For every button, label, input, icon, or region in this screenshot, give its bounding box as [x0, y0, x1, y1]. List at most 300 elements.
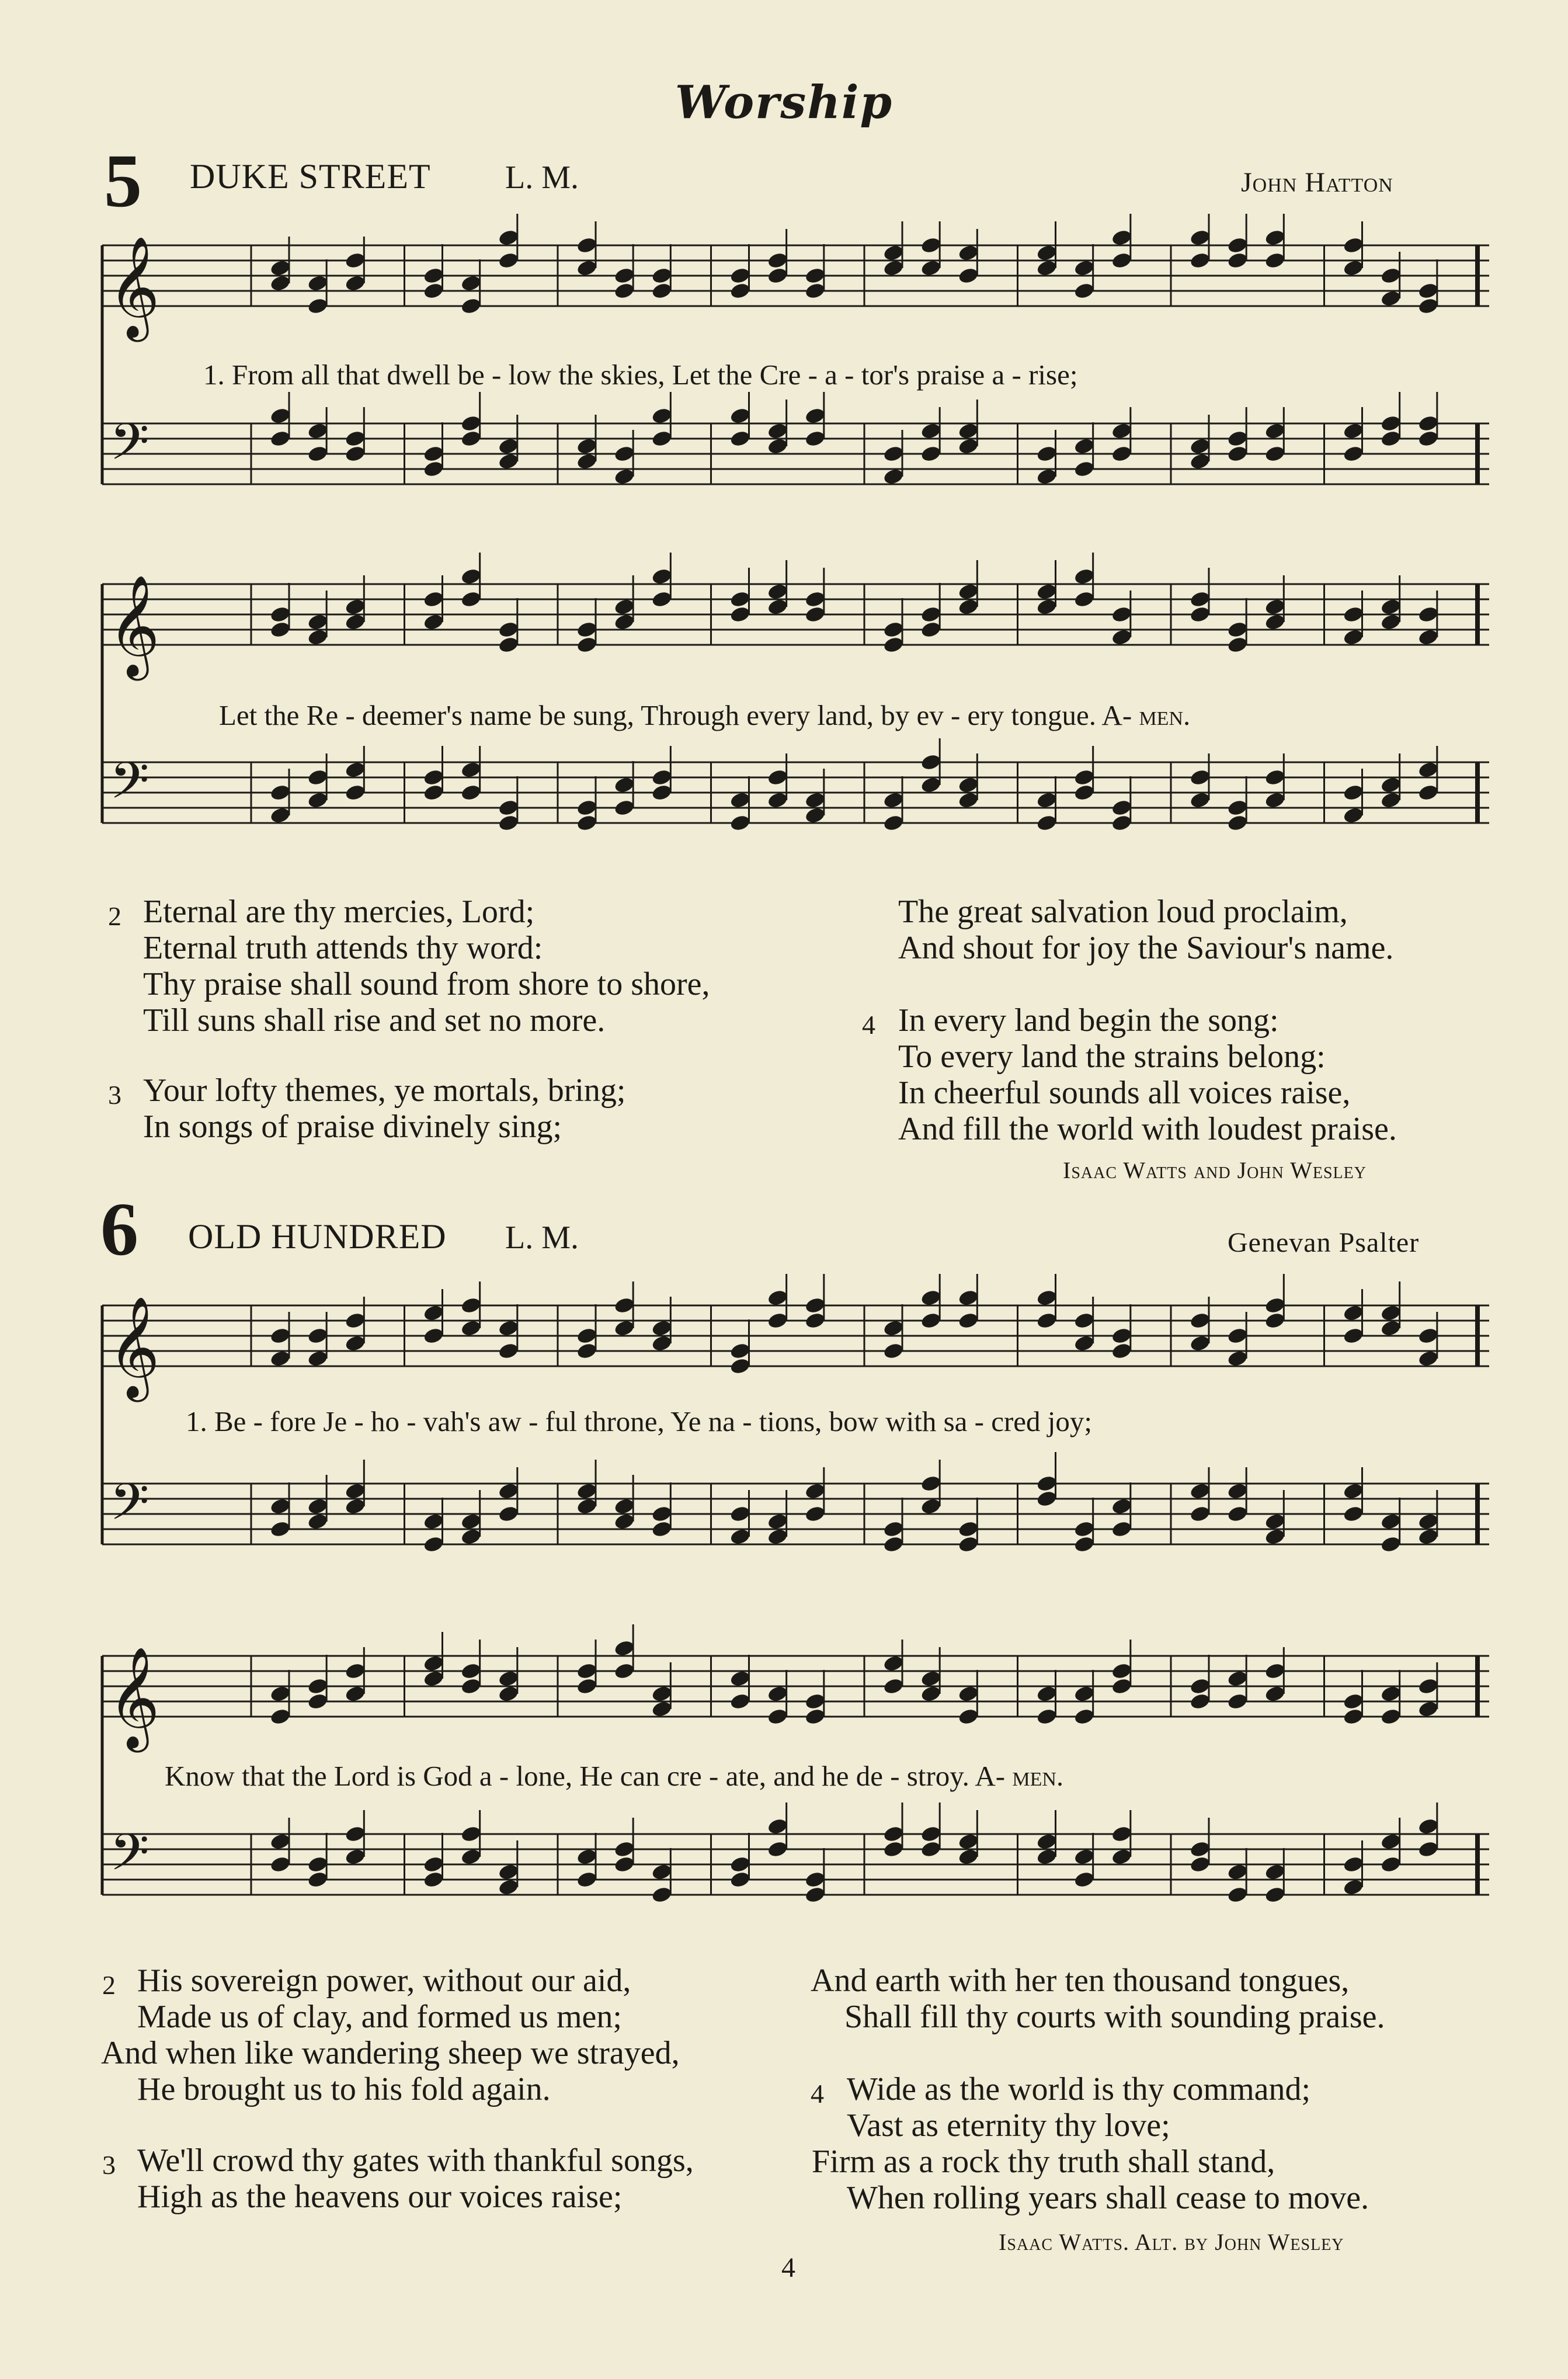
hymn-number: 5: [104, 139, 142, 223]
note-head: [1380, 1535, 1402, 1554]
note-head: [307, 444, 329, 463]
note-head: [345, 251, 367, 270]
note-head: [423, 1855, 445, 1874]
note-head: [576, 452, 598, 471]
note-head: [767, 1289, 789, 1307]
note-head: [307, 1692, 329, 1711]
note-head: [729, 1669, 752, 1688]
note-head: [1226, 236, 1249, 255]
note-head: [882, 244, 905, 262]
note-head: [1343, 259, 1365, 277]
note-head: [576, 1342, 598, 1360]
note-head: [1417, 1817, 1440, 1836]
note-head: [1380, 613, 1402, 631]
note-head: [651, 567, 673, 586]
note-head: [920, 620, 942, 639]
note-head: [576, 236, 598, 255]
note-head: [729, 429, 752, 448]
verse-line: Thy praise shall sound from shore to shore,: [143, 966, 710, 1002]
note-head: [1417, 297, 1440, 315]
note-head: [882, 1825, 905, 1843]
note-head: [269, 1707, 291, 1726]
note-head: [804, 806, 826, 825]
note-head: [1073, 567, 1096, 586]
note-head: [1073, 1520, 1096, 1538]
note-head: [1189, 437, 1211, 456]
note-head: [307, 274, 329, 293]
meter: L. M.: [505, 1220, 579, 1256]
note-head: [307, 1349, 329, 1368]
note-head: [920, 236, 942, 255]
note-head: [767, 422, 789, 440]
note-head: [767, 251, 789, 270]
note-head: [1343, 806, 1365, 825]
note-head: [1036, 244, 1058, 262]
note-head: [882, 1342, 905, 1360]
note-head: [1380, 1319, 1402, 1338]
note-head: [423, 590, 445, 609]
note-head: [729, 407, 752, 425]
note-head: [1189, 1677, 1211, 1696]
note-head: [958, 1311, 980, 1330]
note-head: [345, 429, 367, 448]
note-head: [269, 783, 291, 802]
note-head: [1226, 1692, 1249, 1711]
note-head: [345, 1482, 367, 1501]
note-head: [920, 1669, 942, 1688]
note-head: [1380, 1304, 1402, 1322]
note-head: [1111, 422, 1133, 440]
note-head: [1073, 590, 1096, 609]
note-head: [767, 437, 789, 456]
tune-name: OLD HUNDRED: [188, 1217, 447, 1256]
note-head: [498, 1505, 520, 1523]
note-head: [1264, 228, 1287, 247]
note-head: [576, 259, 598, 277]
note-head: [1189, 1855, 1211, 1874]
note-head: [307, 628, 329, 647]
note-head: [1111, 1662, 1133, 1680]
verse-number: 3: [108, 1080, 121, 1110]
note-head: [1036, 1685, 1058, 1703]
verse-line: In songs of praise divinely sing;: [143, 1109, 562, 1145]
note-head: [269, 1855, 291, 1874]
note-head: [498, 452, 520, 471]
note-head: [423, 1304, 445, 1322]
note-head: [1264, 1512, 1287, 1531]
page-number: 4: [781, 2252, 795, 2283]
note-head: [1036, 1847, 1058, 1866]
note-head: [1111, 605, 1133, 624]
note-head: [1264, 1311, 1287, 1330]
note-head: [498, 437, 520, 456]
verse-line: Eternal are thy mercies, Lord;: [143, 894, 535, 930]
amen-label: men.: [1012, 1760, 1064, 1792]
note-head: [1189, 590, 1211, 609]
note-head: [920, 605, 942, 624]
note-head: [767, 1685, 789, 1703]
note-head: [958, 1520, 980, 1538]
note-head: [613, 1497, 635, 1516]
note-head: [1111, 1847, 1133, 1866]
note-head: [1343, 1326, 1365, 1345]
note-head: [307, 1677, 329, 1696]
note-head: [1073, 437, 1096, 456]
note-head: [1111, 251, 1133, 270]
lyric-line: 1. From all that dwell be - low the skies, Let the Cre - a - tor's praise a - rise;: [203, 359, 1078, 391]
note-head: [1226, 1863, 1249, 1881]
note-head: [423, 783, 445, 802]
hymn-number: 6: [100, 1187, 138, 1272]
note-head: [958, 776, 980, 794]
note-head: [651, 1685, 673, 1703]
note-head: [1264, 613, 1287, 631]
note-head: [651, 1863, 673, 1881]
note-head: [1264, 251, 1287, 270]
note-head: [1073, 768, 1096, 787]
note-head: [1189, 452, 1211, 471]
note-head: [920, 444, 942, 463]
note-head: [804, 1505, 826, 1523]
note-head: [1226, 814, 1249, 832]
note-head: [345, 1497, 367, 1516]
note-head: [1226, 1669, 1249, 1688]
note-head: [345, 1334, 367, 1353]
verse-line: And shout for joy the Saviour's name.: [898, 930, 1394, 966]
note-head: [1036, 814, 1058, 832]
verse-line: And when like wandering sheep we strayed,: [101, 2035, 680, 2071]
note-head: [423, 460, 445, 478]
note-head: [498, 228, 520, 247]
note-head: [1264, 1296, 1287, 1315]
note-head: [460, 1662, 482, 1680]
verse-2: [108, 894, 710, 1039]
note-head: [958, 437, 980, 456]
verse-line: And earth with her ten thousand tongues,: [811, 1963, 1350, 1999]
note-head: [423, 1326, 445, 1345]
note-head: [651, 1885, 673, 1904]
note-head: [767, 1311, 789, 1330]
note-head: [460, 567, 482, 586]
note-head: [882, 1840, 905, 1859]
note-head: [1226, 1326, 1249, 1345]
note-head: [1189, 768, 1211, 787]
note-head: [269, 1497, 291, 1516]
note-head: [1343, 236, 1365, 255]
note-head: [1073, 460, 1096, 478]
meter: L. M.: [505, 159, 579, 196]
note-head: [576, 1870, 598, 1889]
note-head: [1343, 444, 1365, 463]
note-head: [882, 1520, 905, 1538]
note-head: [345, 1685, 367, 1703]
note-head: [958, 422, 980, 440]
note-head: [882, 814, 905, 832]
note-head: [423, 1669, 445, 1688]
note-head: [1264, 768, 1287, 787]
verse-line: To every land the strains belong:: [898, 1039, 1326, 1075]
note-head: [767, 791, 789, 810]
note-head: [307, 791, 329, 810]
note-head: [1417, 760, 1440, 779]
note-head: [269, 407, 291, 425]
note-head: [920, 1311, 942, 1330]
verse-number: 4: [811, 2079, 824, 2109]
verse-line: Firm as a rock thy truth shall stand,: [812, 2144, 1275, 2180]
note-head: [958, 582, 980, 601]
note-head: [498, 798, 520, 817]
note-head: [767, 1817, 789, 1836]
verse-line: In cheerful sounds all voices raise,: [898, 1075, 1351, 1111]
note-head: [269, 605, 291, 624]
note-head: [651, 1319, 673, 1338]
note-head: [920, 753, 942, 772]
note-head: [804, 590, 826, 609]
note-head: [1036, 582, 1058, 601]
note-head: [920, 1840, 942, 1859]
note-head: [1380, 1707, 1402, 1726]
note-head: [423, 282, 445, 300]
note-head: [1073, 1535, 1096, 1554]
note-head: [1073, 1311, 1096, 1330]
note-head: [882, 1535, 905, 1554]
note-head: [729, 282, 752, 300]
note-head: [729, 791, 752, 810]
note-head: [460, 429, 482, 448]
bass-clef-icon: 𝄢: [110, 412, 150, 484]
note-head: [729, 590, 752, 609]
note-head: [1226, 798, 1249, 817]
note-head: [1343, 1304, 1365, 1322]
composer: John Hatton: [1241, 167, 1393, 198]
note-head: [345, 1825, 367, 1843]
note-head: [576, 437, 598, 456]
note-head: [958, 1289, 980, 1307]
note-head: [269, 1326, 291, 1345]
note-head: [920, 776, 942, 794]
note-head: [958, 1707, 980, 1726]
amen-label: men.: [1139, 699, 1191, 731]
note-head: [1073, 783, 1096, 802]
note-head: [767, 598, 789, 616]
note-head: [1417, 429, 1440, 448]
note-head: [1036, 1474, 1058, 1493]
note-head: [576, 1662, 598, 1680]
note-head: [1343, 1692, 1365, 1711]
note-head: [1189, 251, 1211, 270]
verse-3-cont: [811, 1963, 1385, 2035]
note-head: [1380, 1832, 1402, 1851]
note-head: [882, 1677, 905, 1696]
note-head: [767, 1512, 789, 1531]
note-head: [1226, 1482, 1249, 1501]
note-head: [1111, 1342, 1133, 1360]
note-head: [1417, 628, 1440, 647]
note-head: [729, 605, 752, 624]
verse-3: [108, 1072, 626, 1145]
note-head: [423, 613, 445, 631]
verse-line: We'll crowd thy gates with thankful songs,: [137, 2142, 694, 2179]
note-head: [1226, 444, 1249, 463]
tune-name: DUKE STREET: [190, 157, 431, 196]
author-credit: Isaac Watts and John Wesley: [1063, 1157, 1367, 1183]
note-head: [576, 1847, 598, 1866]
note-head: [882, 259, 905, 277]
note-head: [1417, 1527, 1440, 1546]
section-title: Worship: [675, 76, 893, 129]
note-head: [345, 613, 367, 631]
note-head: [882, 635, 905, 654]
verse-line: In every land begin the song:: [898, 1002, 1279, 1039]
verse-number: 4: [862, 1010, 875, 1040]
note-head: [307, 613, 329, 631]
note-head: [460, 590, 482, 609]
note-head: [1036, 259, 1058, 277]
note-head: [1189, 1482, 1211, 1501]
note-head: [1417, 1512, 1440, 1531]
note-head: [1343, 628, 1365, 647]
note-head: [920, 1685, 942, 1703]
verse-line: When rolling years shall cease to move.: [847, 2180, 1369, 2216]
note-head: [804, 407, 826, 425]
note-head: [1073, 1847, 1096, 1866]
note-head: [1189, 1692, 1211, 1711]
verse-line: Wide as the world is thy command;: [847, 2071, 1311, 2107]
note-head: [1343, 1505, 1365, 1523]
note-head: [1343, 1707, 1365, 1726]
note-head: [1380, 429, 1402, 448]
verse-line: Till suns shall rise and set no more.: [143, 1002, 606, 1039]
note-head: [307, 768, 329, 787]
note-head: [1036, 1289, 1058, 1307]
note-head: [269, 620, 291, 639]
note-head: [1189, 228, 1211, 247]
note-head: [498, 1342, 520, 1360]
note-head: [1226, 620, 1249, 639]
note-head: [729, 1505, 752, 1523]
note-head: [613, 1855, 635, 1874]
note-head: [804, 429, 826, 448]
note-head: [1111, 1326, 1133, 1345]
note-head: [729, 1855, 752, 1874]
verse-number: 2: [108, 901, 121, 931]
note-head: [613, 1512, 635, 1531]
note-head: [307, 1870, 329, 1889]
verse-line: Shall fill thy courts with sounding praise.: [844, 1999, 1385, 2035]
note-head: [1380, 266, 1402, 285]
note-head: [423, 444, 445, 463]
note-head: [958, 791, 980, 810]
note-head: [576, 1482, 598, 1501]
note-head: [1417, 282, 1440, 300]
note-head: [1264, 422, 1287, 440]
note-head: [1073, 1685, 1096, 1703]
note-head: [460, 274, 482, 293]
note-head: [345, 1847, 367, 1866]
note-head: [1264, 598, 1287, 616]
note-head: [804, 1707, 826, 1726]
treble-clef-icon: 𝄞: [108, 1647, 160, 1748]
note-head: [1343, 1855, 1365, 1874]
note-head: [804, 1885, 826, 1904]
note-head: [1417, 414, 1440, 433]
lyric-line: [219, 699, 1190, 732]
verse-line: Vast as eternity thy love;: [847, 2107, 1170, 2144]
note-head: [767, 1707, 789, 1726]
note-head: [729, 1870, 752, 1889]
note-head: [804, 1692, 826, 1711]
note-head: [882, 467, 905, 486]
note-head: [767, 266, 789, 285]
note-head: [1111, 1497, 1133, 1516]
note-head: [613, 1296, 635, 1315]
note-head: [498, 1482, 520, 1501]
bass-clef-icon: 𝄢: [110, 751, 150, 822]
note-head: [1189, 1334, 1211, 1353]
note-head: [804, 1296, 826, 1315]
treble-clef-icon: 𝄞: [108, 236, 160, 338]
note-head: [958, 1535, 980, 1554]
note-head: [882, 444, 905, 463]
note-head: [1036, 1489, 1058, 1508]
note-head: [613, 266, 635, 285]
note-head: [498, 1685, 520, 1703]
note-head: [1380, 1512, 1402, 1531]
note-head: [1380, 289, 1402, 308]
note-head: [613, 467, 635, 486]
note-head: [1111, 1825, 1133, 1843]
note-head: [729, 1527, 752, 1546]
verse-line: High as the heavens our voices raise;: [137, 2179, 623, 2215]
note-head: [460, 297, 482, 315]
note-head: [423, 266, 445, 285]
verse-number: 3: [102, 2150, 116, 2180]
note-head: [804, 605, 826, 624]
note-head: [423, 1535, 445, 1554]
note-head: [613, 1639, 635, 1658]
note-head: [920, 1289, 942, 1307]
verse-3: [102, 2142, 694, 2215]
note-head: [882, 620, 905, 639]
staff-system: [99, 1291, 1501, 1618]
note-head: [498, 635, 520, 654]
lyric-line: [165, 1759, 1063, 1793]
note-head: [307, 1512, 329, 1531]
note-head: [958, 1832, 980, 1851]
note-head: [1189, 791, 1211, 810]
note-head: [1380, 1855, 1402, 1874]
note-head: [767, 1840, 789, 1859]
note-head: [460, 1296, 482, 1315]
note-head: [613, 613, 635, 631]
note-head: [269, 429, 291, 448]
note-head: [423, 1654, 445, 1673]
note-head: [498, 251, 520, 270]
note-head: [1226, 429, 1249, 448]
note-head: [269, 806, 291, 825]
note-head: [651, 1700, 673, 1718]
verse-4: [811, 2071, 1369, 2216]
note-head: [345, 1662, 367, 1680]
note-head: [1380, 414, 1402, 433]
author-credit: Isaac Watts. Alt. by John Wesley: [999, 2229, 1344, 2255]
note-head: [729, 1357, 752, 1376]
note-head: [576, 798, 598, 817]
note-head: [958, 1847, 980, 1866]
note-head: [1343, 1878, 1365, 1897]
note-head: [651, 429, 673, 448]
note-head: [1226, 251, 1249, 270]
